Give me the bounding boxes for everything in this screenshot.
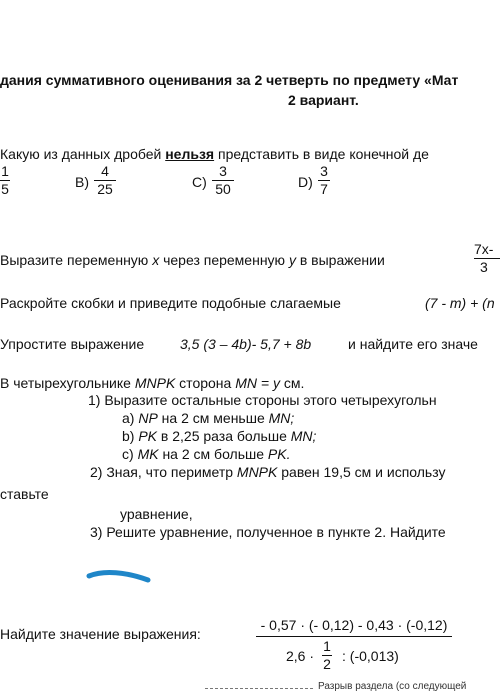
q5-sub2: 2) Зная, что периметр MNPK равен 19,5 см и использу: [90, 464, 446, 480]
section-break-label: Разрыв раздела (со следующей: [318, 681, 467, 692]
q4-tail: и найдите его значе: [348, 336, 478, 352]
q1-option-b: 4 25: [94, 164, 116, 197]
q2-expression: 7x- 3: [474, 242, 500, 275]
q1-text: Какую из данных дробей нельзя представить в виде конечной де: [0, 146, 429, 162]
q5-sub1-b: b) PK в 2,25 раза больше MN;: [122, 428, 317, 444]
q5-intro: В четырехугольнике MNPK сторона MN = y см.: [0, 375, 305, 391]
q1-option-c-label: C): [192, 174, 207, 190]
q6-text: Найдите значение выражения:: [0, 626, 201, 642]
variant-label: 2 вариант.: [288, 92, 359, 108]
q6-numerator: - 0,57 · (- 0,12) - 0,43 · (-0,12): [260, 617, 448, 633]
q3-expression: (7 - m) + (n: [425, 295, 495, 311]
q1-option-a: 1 5: [1, 163, 9, 197]
q1-option-c: 3 50: [212, 164, 234, 197]
q6-den-fraction: 1 2: [323, 638, 331, 672]
pen-stroke-mark: [86, 566, 156, 586]
q1-option-d-label: D): [298, 174, 313, 190]
q6-den-whole: 2,6 ·: [286, 648, 315, 664]
q6-den-tail: : (-0,013): [342, 648, 399, 664]
q5-sub2-wrap: ставьте: [0, 486, 49, 502]
page-title: дания суммативного оценивания за 2 четверть по предмету «Мат: [0, 72, 459, 88]
q1-option-b-label: B): [75, 174, 89, 190]
q1-option-d: 3 7: [318, 164, 330, 197]
q5-sub2-end: уравнение,: [120, 506, 193, 522]
q6-fraction-bar: [256, 636, 452, 637]
q5-sub3: 3) Решите уравнение, полученное в пункте 2. Найдите: [90, 524, 446, 540]
q2-text: Выразите переменную x через переменную y в выражении: [0, 252, 385, 268]
q4-text: Упростите выражение: [0, 336, 145, 352]
q3-text: Раскройте скобки и приведите подобные слагаемые: [0, 295, 341, 311]
q1-keyword: нельзя: [165, 146, 215, 162]
pen-stroke-path: [89, 573, 148, 580]
q5-sub1-a: а) NP на 2 см меньше MN;: [122, 410, 295, 426]
q5-sub1: 1) Выразите остальные стороны этого четырехугольн: [88, 392, 437, 408]
q5-sub1-c: c) MK на 2 см больше PK.: [122, 446, 291, 462]
q4-expression: 3,5 (3 – 4b)- 5,7 + 8b: [180, 336, 312, 352]
